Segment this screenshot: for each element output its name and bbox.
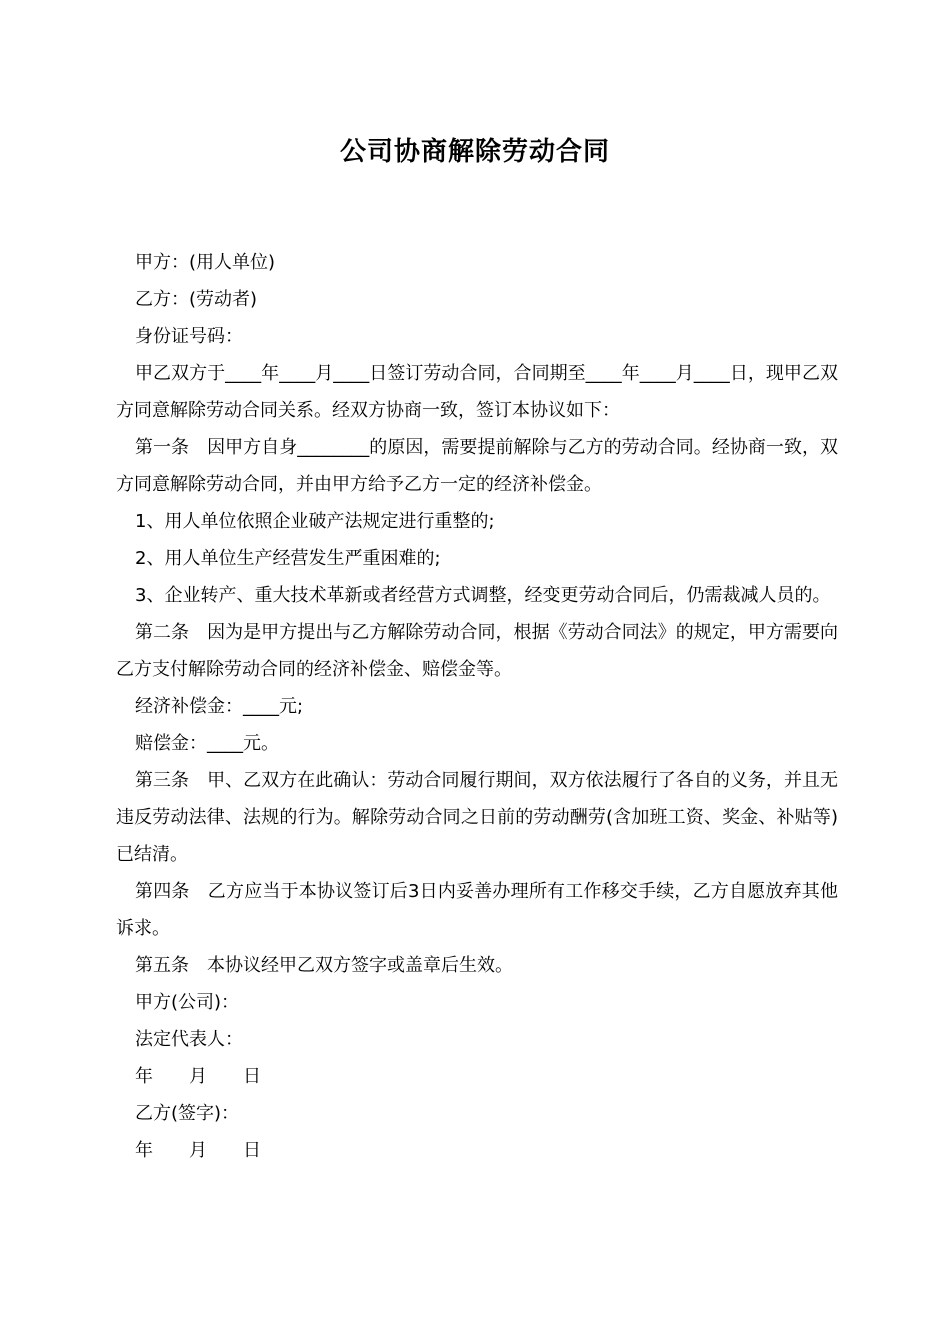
article-one: 第一条 因甲方自身________的原因，需要提前解除与乙方的劳动合同。经协商一致，双方同意解除劳动合同，并由甲方给予乙方一定的经济补偿金。 — [116, 437, 838, 495]
article-three: 第三条 甲、乙双方在此确认：劳动合同履行期间，双方依法履行了各自的义务，并且无违反劳动法律、法规的行为。解除劳动合同之日前的劳动酬劳(含加班工资、奖金、补贴等)已结清。 — [116, 770, 838, 865]
article-two: 第二条 因为是甲方提出与乙方解除劳动合同，根据《劳动合同法》的规定，甲方需要向乙方支付解除劳动合同的经济补偿金、赔偿金等。 — [116, 622, 838, 680]
reason-item-3: 3、企业转产、重大技术革新或者经营方式调整，经变更劳动合同后，仍需裁减人员的。 — [135, 585, 831, 606]
signature-party-b: 乙方(签字)： — [135, 1103, 240, 1124]
article-four: 第四条 乙方应当于本协议签订后3日内妥善办理所有工作移交手续，乙方自愿放弃其他诉求。 — [116, 881, 838, 939]
reason-item-1: 1、用人单位依照企业破产法规定进行重整的; — [135, 511, 495, 532]
party-b-line: 乙方：(劳动者) — [135, 289, 258, 310]
date-line-b: 年 月 日 — [135, 1140, 261, 1161]
reason-item-2: 2、用人单位生产经营发生严重困难的; — [135, 548, 441, 569]
severance-amount-line: 经济补偿金：____元; — [135, 696, 304, 717]
party-a-line: 甲方：(用人单位) — [135, 252, 276, 273]
signature-party-a: 甲方(公司)： — [135, 992, 240, 1013]
id-number-line: 身份证号码： — [135, 326, 243, 347]
document-title: 公司协商解除劳动合同 — [339, 137, 610, 167]
legal-representative-line: 法定代表人： — [135, 1029, 243, 1050]
compensation-amount-line: 赔偿金：____元。 — [135, 733, 279, 754]
document-body — [116, 244, 838, 1169]
article-five: 第五条 本协议经甲乙双方签字或盖章后生效。 — [135, 955, 513, 976]
date-line-a: 年 月 日 — [135, 1066, 261, 1087]
preamble-paragraph: 甲乙双方于____年____月____日签订劳动合同，合同期至____年____月____日，现甲乙双方同意解除劳动合同关系。经双方协商一致，签订本协议如下： — [116, 363, 838, 421]
